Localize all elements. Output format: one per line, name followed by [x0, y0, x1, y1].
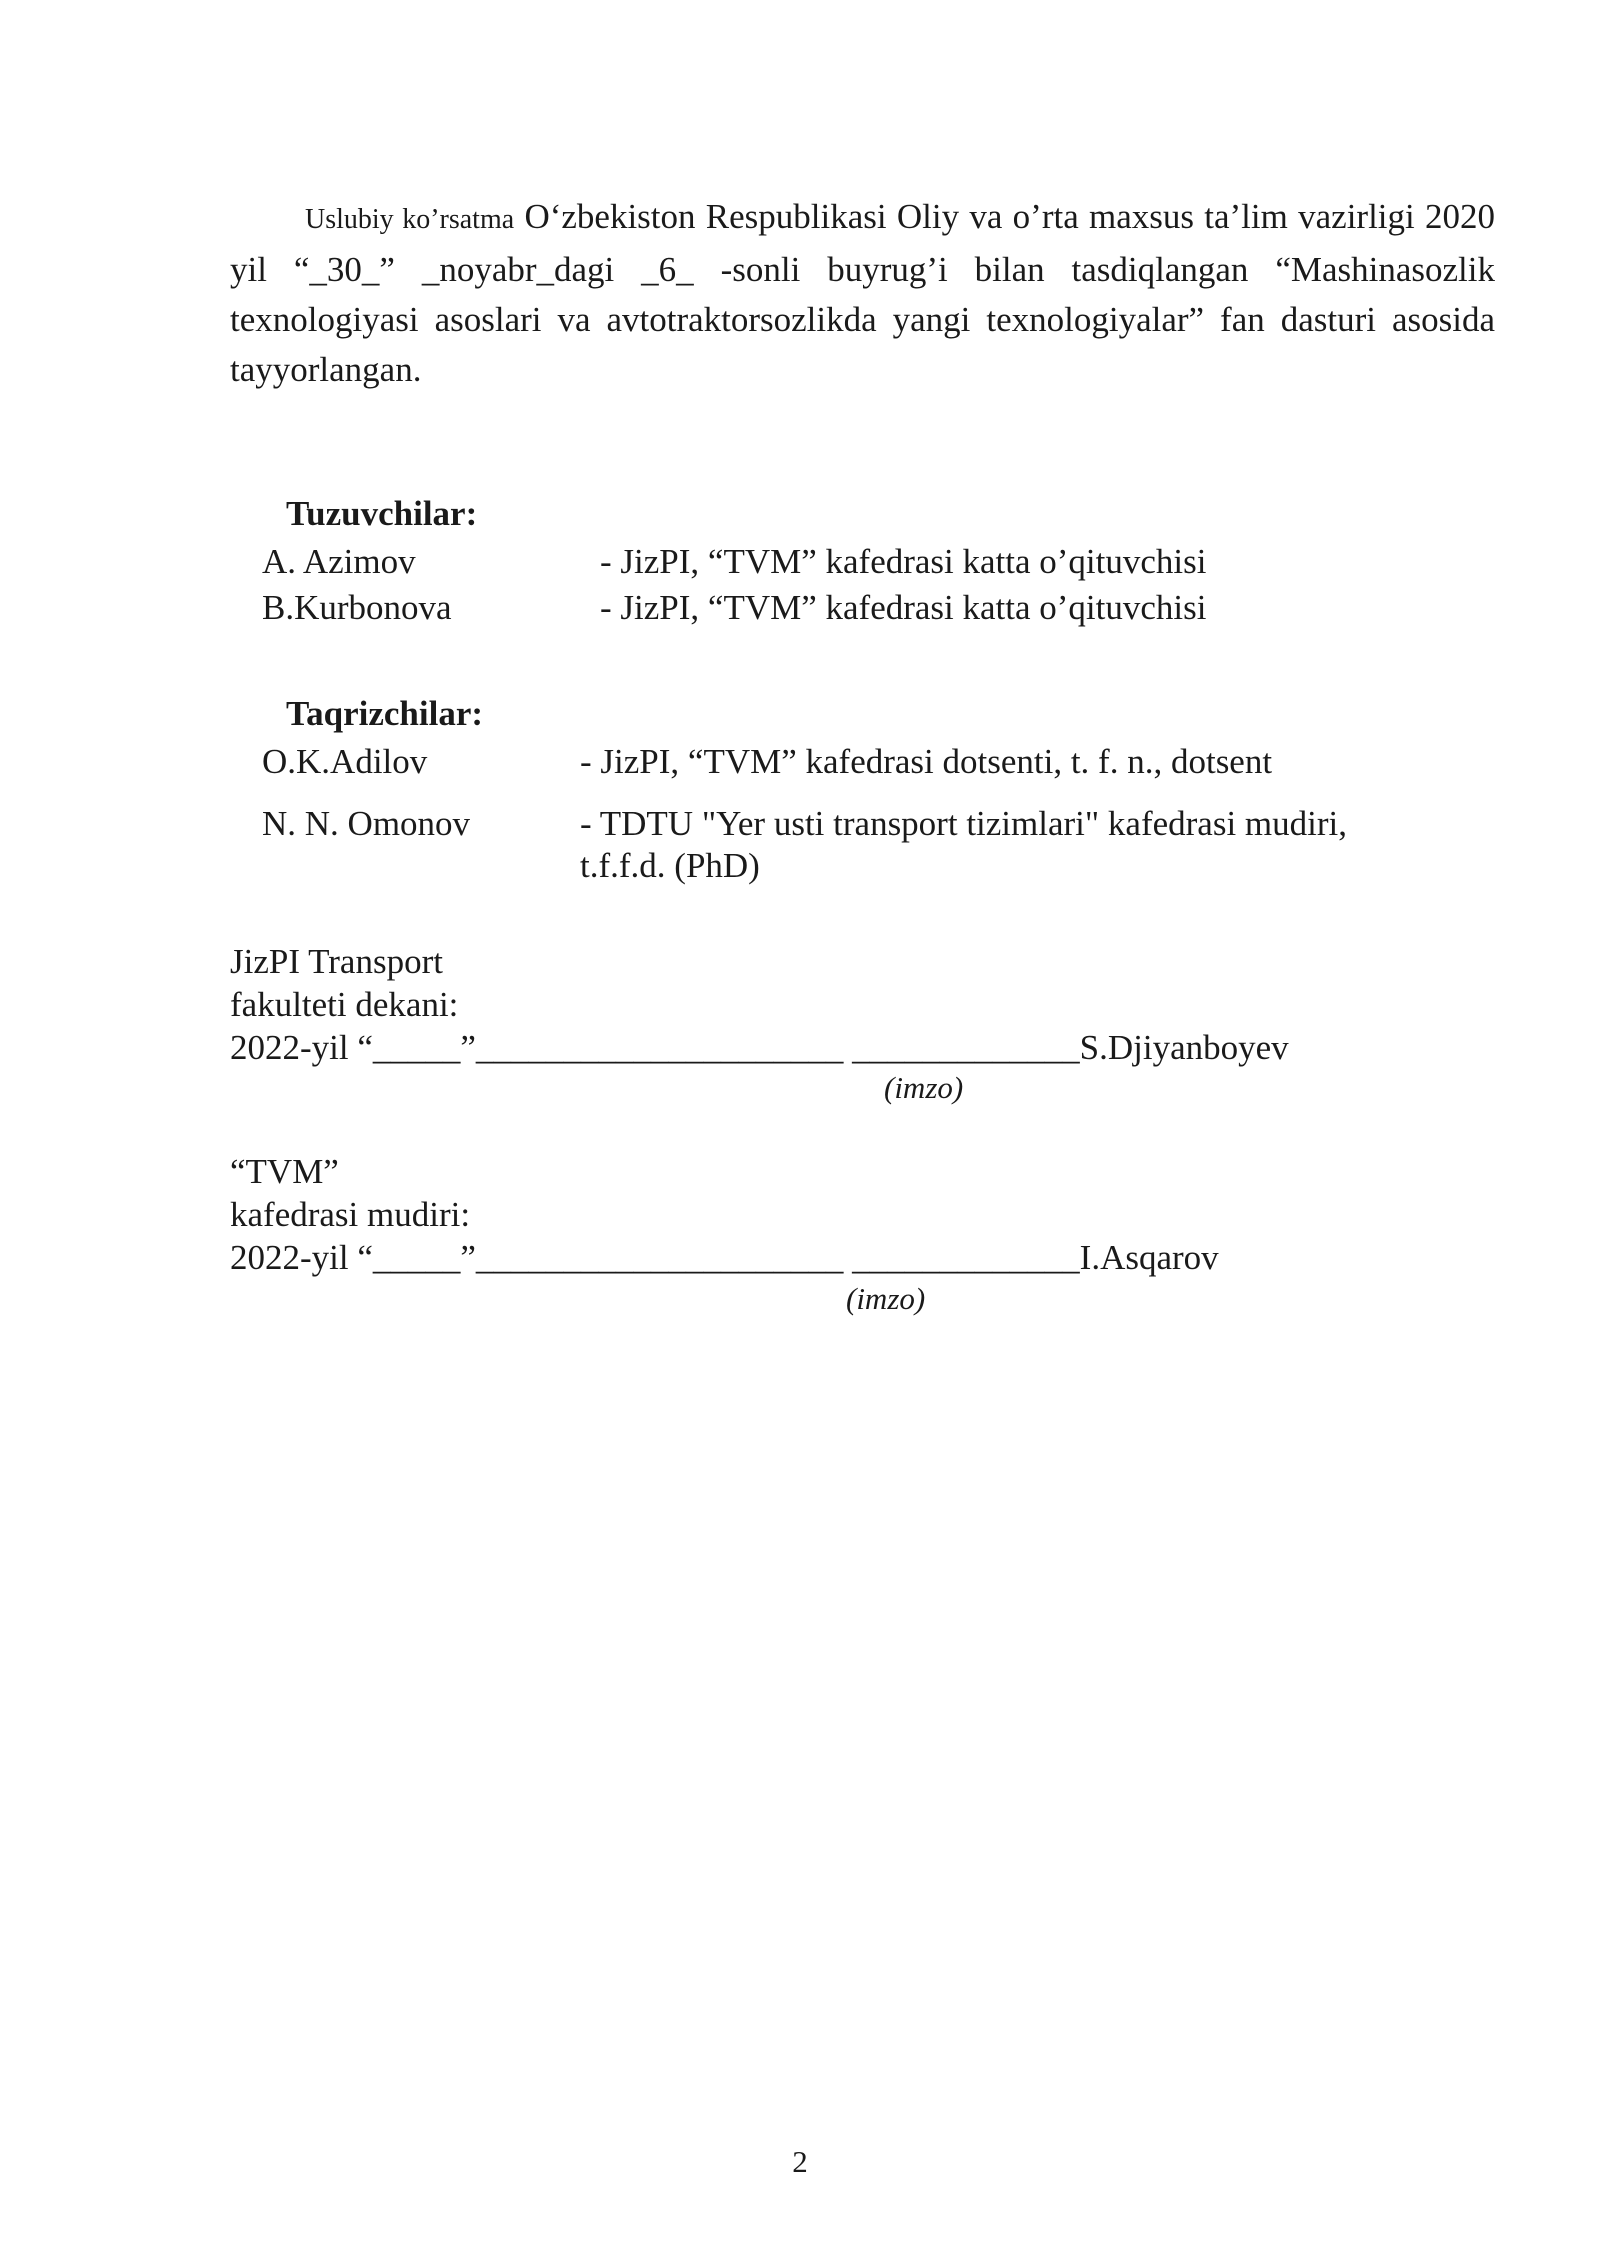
dean-date-signature-line: 2022-yil “_____”_____________________ _____________S.Djiyanboyev: [230, 1028, 1289, 1067]
dean-signature-block: [230, 940, 1289, 1069]
head-signature-label: (imzo): [846, 1281, 926, 1316]
dean-signature-label: (imzo): [884, 1070, 964, 1105]
intro-text: O‘zbekiston Respublikasi Oliy va o’rta maxsus ta’lim vazirligi 2020 yil “_30_” _noyabr_dagi _6_ -sonli buyrug’i bilan tasdiqlangan “Mashinasozlik texnologiyasi asoslari va avtotraktorsozlikda yangi texnologiyalar” fan dasturi asosida tayyorlangan.: [230, 197, 1496, 389]
head-title-line1: “TVM”: [230, 1152, 339, 1191]
author-role: - JizPI, “TVM” kafedrasi katta o’qituvchisi: [600, 542, 1207, 581]
reviewer-name: N. N. Omonov: [262, 804, 471, 843]
intro-paragraph: [230, 192, 1495, 395]
reviewer-role: - JizPI, “TVM” kafedrasi dotsenti, t. f. n., dotsent: [580, 742, 1273, 781]
head-title-line2: kafedrasi mudiri:: [230, 1195, 471, 1234]
author-name: A. Azimov: [262, 542, 416, 581]
author-role: - JizPI, “TVM” kafedrasi katta o’qituvchisi: [600, 588, 1207, 627]
reviewer-role: - TDTU "Yer usti transport tizimlari" kafedrasi mudiri,: [580, 804, 1348, 843]
author-name: B.Kurbonova: [262, 588, 452, 627]
head-date-signature-line: 2022-yil “_____”_____________________ _____________I.Asqarov: [230, 1238, 1219, 1277]
page-number: 2: [792, 2144, 808, 2179]
reviewer-name: O.K.Adilov: [262, 742, 428, 781]
dean-title-line2: fakulteti dekani:: [230, 985, 459, 1024]
intro-lead: Uslubiy ko’rsatma: [305, 204, 515, 235]
head-signature-block: [230, 1150, 1219, 1279]
authors-heading: Tuzuvchilar:: [286, 494, 478, 533]
reviewer-role-continued: t.f.f.d. (PhD): [580, 846, 760, 885]
reviewers-heading: Taqrizchilar:: [286, 694, 484, 733]
dean-title-line1: JizPI Transport: [230, 942, 443, 981]
